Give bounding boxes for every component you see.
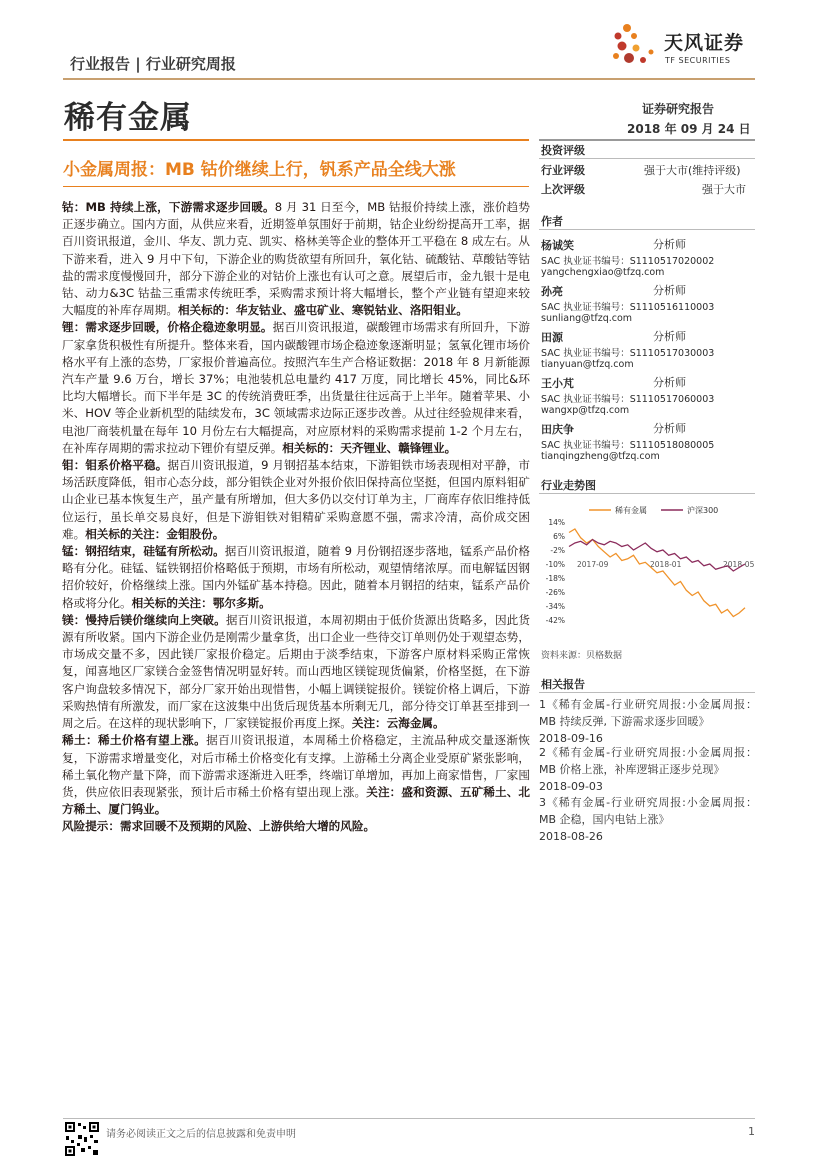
paragraph-text: 据百川资讯报道，随着 9 月份钢招逐步落地，锰系产品价格略有分化。硅锰、锰铁钢招价格略低于预期，市场有所松动，观望情绪浓厚。而电解锰因钢招价较好，价格继续上涨。国内外锰矿基本持稳。因此，随着本月钢招的结束，锰系产品价格或将分化。 xyxy=(62,544,530,610)
paragraph-tail: 相关标的关注：鄂尔多斯。 xyxy=(131,595,271,610)
paragraph-text: 8 月 31 日至今，MB 钴报价持续上涨，涨价趋势正逐步确立。国内方面，从供应来看，近期签单氛围好于前期，钴企业纷纷提高开工率，据百川资讯报道，金川、华友、凯力克、凯实、格林美等企业的整体开工平稳在 8 成左右。从下游来看，进入 9 月中下旬，下游企业的购货欲望有所回升，氧化钴、硫酸钴、草酸钴等钴盐的需求度慢慢回升，部分下游企业的对钴价上涨也有认可之意。展望后市，金九银十是电钴、动力&3C 钴盐三重需求传统旺季，采购需求预计将大幅增长，整个产业链有望迎来较大幅度的补库存周期。 xyxy=(62,200,530,318)
paragraph-magnesium xyxy=(62,612,530,732)
sidebar-divider xyxy=(539,493,755,494)
analyst-role: 分析师 xyxy=(653,238,686,251)
report-title: 小金属周报：MB 钴价继续上行，钒系产品全线大涨 xyxy=(63,160,456,180)
y-tick-label: -2% xyxy=(550,546,565,555)
qr-code-icon xyxy=(64,1121,100,1157)
industry-trend-chart xyxy=(539,498,755,634)
y-tick-label: 14% xyxy=(548,518,565,527)
analyst-entry xyxy=(541,280,757,326)
analyst-email[interactable]: yangchengxiao@tfzq.com xyxy=(541,267,665,278)
legend-label-csi300: 沪深300 xyxy=(687,506,719,515)
paragraph-tail: 关注：云海金属。 xyxy=(351,716,445,731)
paragraph-text: 据百川资讯报道，碳酸锂市场需求有所回升，下游厂家拿货积极性有所提升。整体来看，国内碳酸锂市场企稳迹象逐渐明显；氢氧化锂市场价格水平有上涨的态势，厂家报价普遍高位。按照汽车生产合格证数据：2018 年 8 月新能源汽车产量 9.6 万台，增长 37%；电池装机总电量约 417 万度，同比增长 45%，同比&环比均大幅增长。而下半年是 3C 的传统消费旺季，出货量往往远高于上半年。随着苹果、小米、HOV 等企业新机型的陆续发布，3C 领域需求边际正逐步改善。从过往经验规律来看，电池厂商装机量在每年 10 月份左右大幅提高，对应原材料的采购需求提前 1-2 个月左右，在补库存周期的需求拉动下锂价有望反弹。 xyxy=(62,320,530,455)
paragraph-lead: 镁：慢持后镁价继续向上突破。 xyxy=(62,612,226,627)
industry-rating-label: 行业评级 xyxy=(541,164,585,177)
analyst-sac: SAC 执业证书编号：S1110517020002 xyxy=(541,256,715,267)
trend-section-title: 行业走势图 xyxy=(541,479,596,492)
title-divider-bottom xyxy=(63,186,529,187)
tf-logo-icon xyxy=(610,22,662,70)
paragraph-text: 据百川资讯报道，9 月钢招基本结束，下游钼铁市场表现相对平静，市场活跃度降低，钼市心态分歧，部分钼铁企业对外报价依旧保持高位坚挺，但国内原料钼矿山企业已基本恢复生产，虽产量有所增加，但大多仍以交付订单为主，厂商库存依旧维持低位运行，虽长单交易良好，但是下游钼铁对钼精矿采购意愿不强，需求冷清，高价成交困难。 xyxy=(62,458,530,541)
sidebar-divider-top xyxy=(539,139,755,141)
industry-title: 稀有金属 xyxy=(64,100,192,136)
related-report-item[interactable] xyxy=(539,696,757,747)
analyst-entry xyxy=(541,326,757,372)
industry-rating-value: 强于大市(维持评级) xyxy=(644,164,741,177)
analyst-entry xyxy=(541,234,757,280)
analyst-sac: SAC 执业证书编号：S1110517030003 xyxy=(541,348,715,359)
rating-section-title: 投资评级 xyxy=(541,144,585,157)
paragraph-lead: 稀土：稀土价格有望上涨。 xyxy=(62,733,207,748)
analyst-email[interactable]: wangxp@tfzq.com xyxy=(541,405,630,416)
analyst-entry xyxy=(541,372,757,418)
related-report-item[interactable] xyxy=(539,744,757,795)
title-divider-top xyxy=(63,139,529,141)
analyst-list xyxy=(541,234,757,464)
analyst-name: 田庆争 xyxy=(541,423,574,436)
analyst-sac: SAC 执业证书编号：S1110518080005 xyxy=(541,440,715,451)
analyst-sac: SAC 执业证书编号：S1110517060003 xyxy=(541,394,715,405)
last-rating-value: 强于大市 xyxy=(702,183,746,196)
analyst-email[interactable]: tianqingzheng@tfzq.com xyxy=(541,451,660,462)
paragraph-lead: 风险提示：需求回暖不及预期的风险、上游供给大增的风险。 xyxy=(62,819,376,834)
analyst-role: 分析师 xyxy=(653,330,686,343)
y-tick-label: -10% xyxy=(545,560,565,569)
logo-subtext: TF SECURITIES xyxy=(665,56,731,65)
y-tick-label: -42% xyxy=(545,616,565,625)
analyst-email[interactable]: tianyuan@tfzq.com xyxy=(541,359,634,370)
analyst-entry xyxy=(541,418,757,464)
related-report-item[interactable] xyxy=(539,794,757,845)
paragraph-tail: 相关标的关注：金钼股份。 xyxy=(85,526,225,541)
x-tick-label: 2018-01 xyxy=(650,560,682,569)
analyst-role: 分析师 xyxy=(653,422,686,435)
y-tick-label: -26% xyxy=(545,588,565,597)
paragraph-lithium xyxy=(62,319,530,457)
analyst-role: 分析师 xyxy=(653,376,686,389)
last-rating-label: 上次评级 xyxy=(541,183,585,196)
analyst-name: 孙亮 xyxy=(541,285,563,298)
related-report-title[interactable]: 2《稀有金属-行业研究周报:小金属周报：MB 价格上涨，补库逻辑正逐步兑现》 xyxy=(539,746,757,776)
logo-text: 天风证券 xyxy=(664,32,745,54)
paragraph-lead: 钴：MB 持续上涨，下游需求逐步回暖。 xyxy=(62,200,275,214)
report-type-label: 行业报告 | 行业研究周报 xyxy=(70,55,236,73)
paragraph-text: 据百川资讯报道，本周稀土价格稳定，主流品种成交量逐渐恢复，下游需求增量变化，对后市稀土价格变化有支撑。上游稀土分离企业受原矿紧张影响，稀土氧化物产量下降，而下游需求逐渐进入旺季，终端订单增加，再加上商家惜售，厂家囤货，供应依旧表现紧张，预计后市稀土价格有望出现上涨。 xyxy=(62,733,530,799)
related-section-title: 相关报告 xyxy=(541,678,585,691)
series-line-rare-metals xyxy=(569,529,745,617)
related-report-date: 2018-09-03 xyxy=(539,780,603,793)
paragraph-tail: 关注：盛和资源、五矿稀土、北方稀土、厦门钨业。 xyxy=(62,784,530,817)
paragraph-tail: 相关标的：华友钴业、盛屯矿业、寒锐钴业、洛阳钼业。 xyxy=(177,303,468,318)
header-divider xyxy=(63,78,755,80)
related-report-title[interactable]: 1《稀有金属-行业研究周报:小金属周报：MB 持续反弹, 下游需求逐步回暖》 xyxy=(539,698,757,728)
analyst-name: 王小芃 xyxy=(541,377,574,390)
sidebar-divider xyxy=(539,229,755,230)
paragraph-text: 据百川资讯报道，本周初期由于低价货源出货略多，因此货源有所收紧。国内下游企业仍是刚需少量拿货，出口企业一些待交订单则仍处于观望态势，市场成交量不多，因此镁厂家报价稳定。后期由于淡季结束，下游客户原材料采购正常恢复，闻喜地区厂家镁合金签售情况明显好转。而山西地区镁锭现货偏紧，价格坚挺，在下游客户询盘较多情况下，部分厂家开始出现惜售，小幅上调镁锭报价。镁锭价格上调后，下游采购热情有所激发，而厂家在这波集中出货后现货基本所剩无几，部分待交订单甚至排到一周之后。在这样的现状影响下，厂家镁锭报价再度上探。 xyxy=(62,612,530,731)
related-report-title[interactable]: 3《稀有金属-行业研究周报:小金属周报：MB 企稳，国内电钴上涨》 xyxy=(539,796,757,826)
y-tick-label: -18% xyxy=(545,574,565,583)
authors-section-title: 作者 xyxy=(541,215,563,228)
related-report-date: 2018-09-16 xyxy=(539,732,603,745)
analyst-name: 田源 xyxy=(541,331,563,344)
paragraph-lead: 锂：需求逐步回暖，价格企稳迹象明显。 xyxy=(62,320,273,335)
paragraph-cobalt xyxy=(62,199,530,319)
footer-divider xyxy=(63,1118,755,1119)
doc-type-label: 证券研究报告 xyxy=(642,102,715,116)
x-tick-label: 2018-05 xyxy=(723,560,755,569)
body-text xyxy=(62,199,530,836)
paragraph-lead: 锰：钢招结束，硅锰有所松动。 xyxy=(62,544,225,559)
paragraph-lead: 钼：钼系价格平稳。 xyxy=(62,458,168,473)
y-tick-label: -34% xyxy=(545,602,565,611)
analyst-role: 分析师 xyxy=(653,284,686,297)
related-report-date: 2018-08-26 xyxy=(539,830,603,843)
sidebar-divider xyxy=(539,692,755,693)
paragraph-molybdenum xyxy=(62,457,530,543)
paragraph-tail: 相关标的：天齐锂业、赣锋锂业。 xyxy=(282,440,457,455)
x-tick-label: 2017-09 xyxy=(577,560,609,569)
y-tick-label: 6% xyxy=(553,532,565,541)
chart-source: 资料来源：贝格数据 xyxy=(541,651,623,661)
paragraph-risk xyxy=(62,818,530,835)
page-number: 1 xyxy=(748,1125,755,1138)
sidebar-divider xyxy=(539,158,755,159)
paragraph-manganese xyxy=(62,543,530,612)
analyst-email[interactable]: sunliang@tfzq.com xyxy=(541,313,633,324)
analyst-name: 杨诚笑 xyxy=(541,239,574,252)
legend-label-rare-metals: 稀有金属 xyxy=(615,506,647,515)
footer-disclaimer[interactable]: 请务必阅读正文之后的信息披露和免责申明 xyxy=(106,1129,296,1140)
paragraph-rare-earth xyxy=(62,732,530,818)
report-date: 2018 年 09 月 24 日 xyxy=(627,122,751,136)
analyst-sac: SAC 执业证书编号：S1110516110003 xyxy=(541,302,715,313)
